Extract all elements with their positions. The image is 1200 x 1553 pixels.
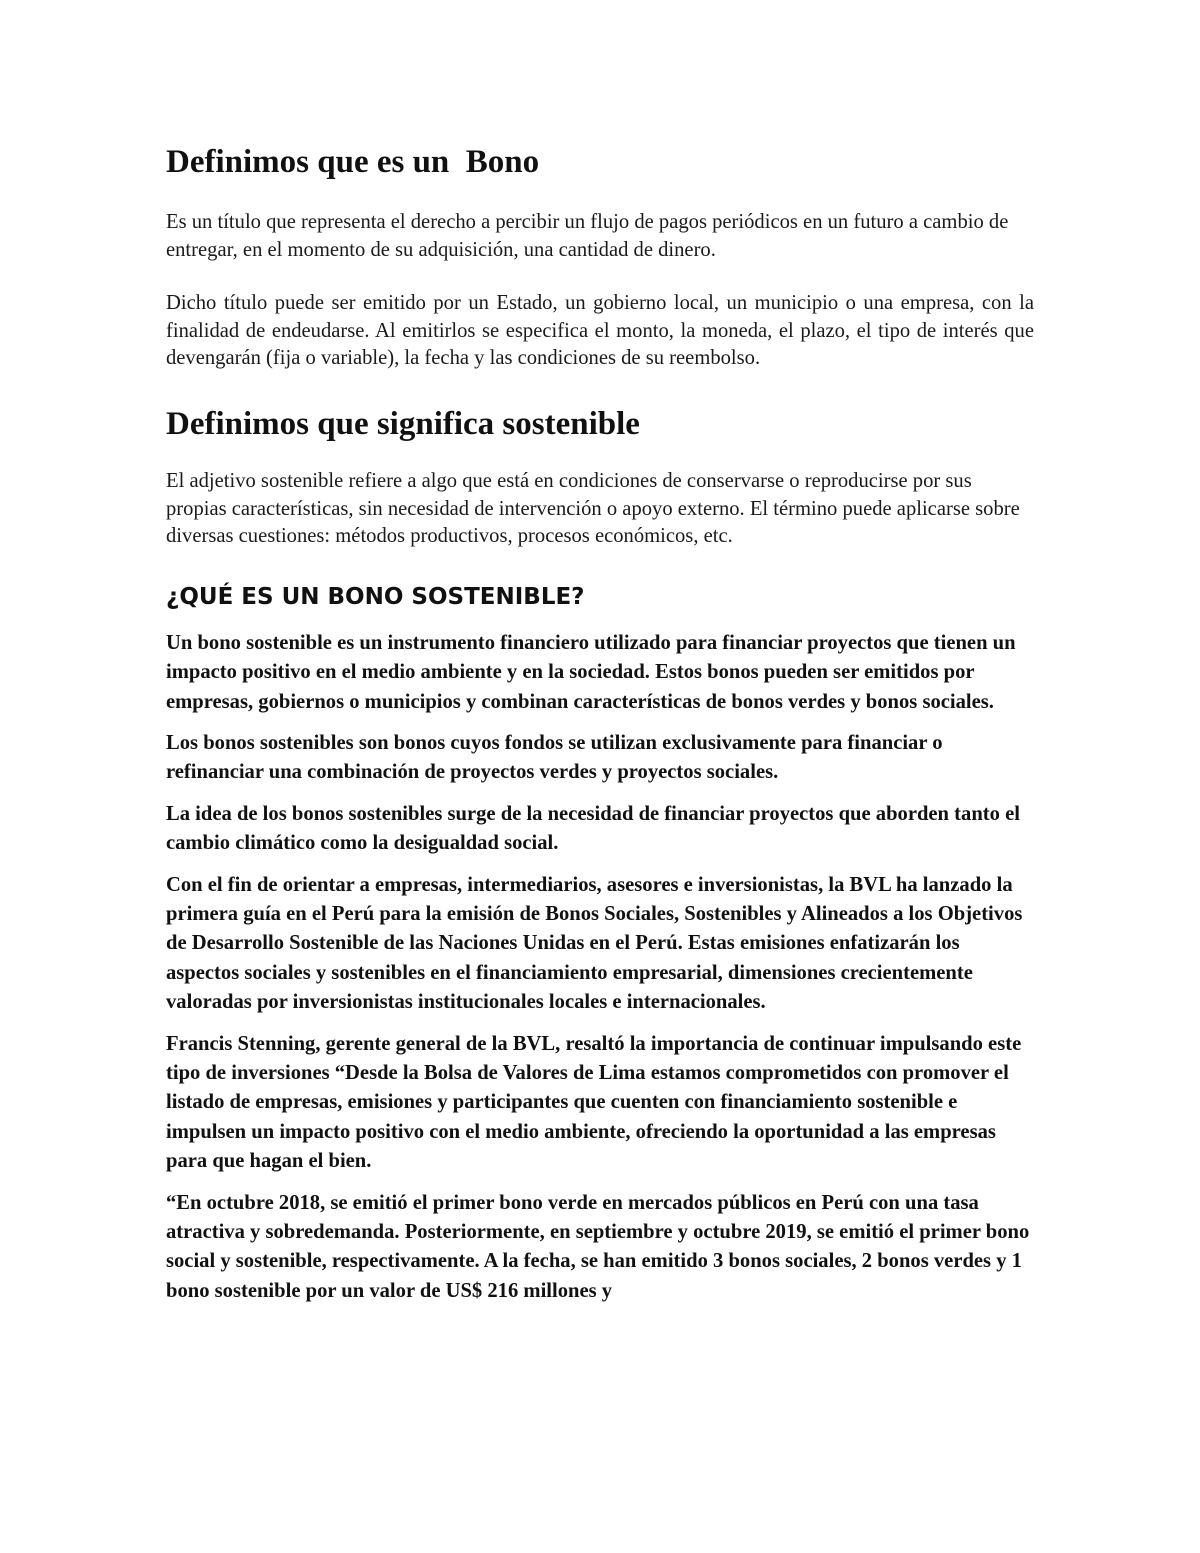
paragraph-bono-definicion: Es un título que representa el derecho a percibir un flujo de pagos periódicos en un futuro a cambio de entregar, en el momento de su adquisición, una cantidad de dinero. (166, 211, 1009, 261)
document-body (166, 138, 1034, 1306)
heading-definimos-bono: Definimos que es un Bono (166, 144, 540, 180)
paragraph-francis-stenning: Francis Stenning, gerente general de la BVL, resaltó la importancia de continuar impulsando este tipo de inversiones “Desde la Bolsa de Valores de Lima estamos comprometidos con promover el listado de empresas, emisiones y participantes que cuenten con financiamiento sostenible e impulsen un impacto positivo con el medio ambiente, ofreciendo la oportunidad a las empresas para que hagan el bien. (166, 1032, 1022, 1173)
paragraph-bono-sostenible-idea: La idea de los bonos sostenibles surge de la necesidad de financiar proyectos que aborden tanto el cambio climático como la desigualdad social. (166, 802, 1020, 855)
heading-que-es-bono-sostenible: ¿QUÉ ES UN BONO SOSTENIBLE? (166, 583, 585, 610)
paragraph-sostenible-definicion: El adjetivo sostenible refiere a algo que está en condiciones de conservarse o reproducirse por sus propias características, sin necesidad de intervención o apoyo externo. El término puede aplicarse sobre diversas cuestiones: métodos productivos, procesos económicos, etc. (166, 469, 1020, 548)
paragraph-emisiones-2018-2019: “En octubre 2018, se emitió el primer bono verde en mercados públicos en Perú con una tasa atractiva y sobredemanda. Posteriormente, en septiembre y octubre 2019, se emitió el primer bono social y sostenible, respectivamente. A la fecha, se han emitido 3 bonos sociales, 2 bonos verdes y 1 bono sostenible por un valor de US$ 216 millones y (166, 1191, 1030, 1302)
paragraph-bono-sostenible-fondos: Los bonos sostenibles son bonos cuyos fondos se utilizan exclusivamente para financiar o refinanciar una combinación de proyectos verdes y proyectos sociales. (166, 731, 943, 784)
paragraph-bvl-guia: Con el fin de orientar a empresas, intermediarios, asesores e inversionistas, la BVL ha lanzado la primera guía en el Perú para la emisión de Bonos Sociales, Sostenibles y Alineados a los Objetivos de Desarrollo Sostenible de las Naciones Unidas en el Perú. Estas emisiones enfatizarán los aspectos sociales y sostenibles en el financiamiento empresarial, dimensiones crecientemente valoradas por inversionistas institucionales locales e internacionales. (166, 873, 1023, 1014)
heading-definimos-sostenible: Definimos que significa sostenible (166, 405, 640, 442)
paragraph-bono-emisores: Dicho título puede ser emitido por un Estado, un gobierno local, un municipio o una empresa, con la finalidad de endeudarse. Al emitirlos se especifica el monto, la moneda, el plazo, el tipo de interés que devengarán (fija o variable), la fecha y las condiciones de su reembolso. (166, 292, 1034, 370)
paragraph-bono-sostenible-instrumento: Un bono sostenible es un instrumento financiero utilizado para financiar proyectos que tienen un impacto positivo en el medio ambiente y en la sociedad. Estos bonos pueden ser emitidos por empresas, gobiernos o municipios y combinan características de bonos verdes y bonos sociales. (166, 631, 1016, 713)
